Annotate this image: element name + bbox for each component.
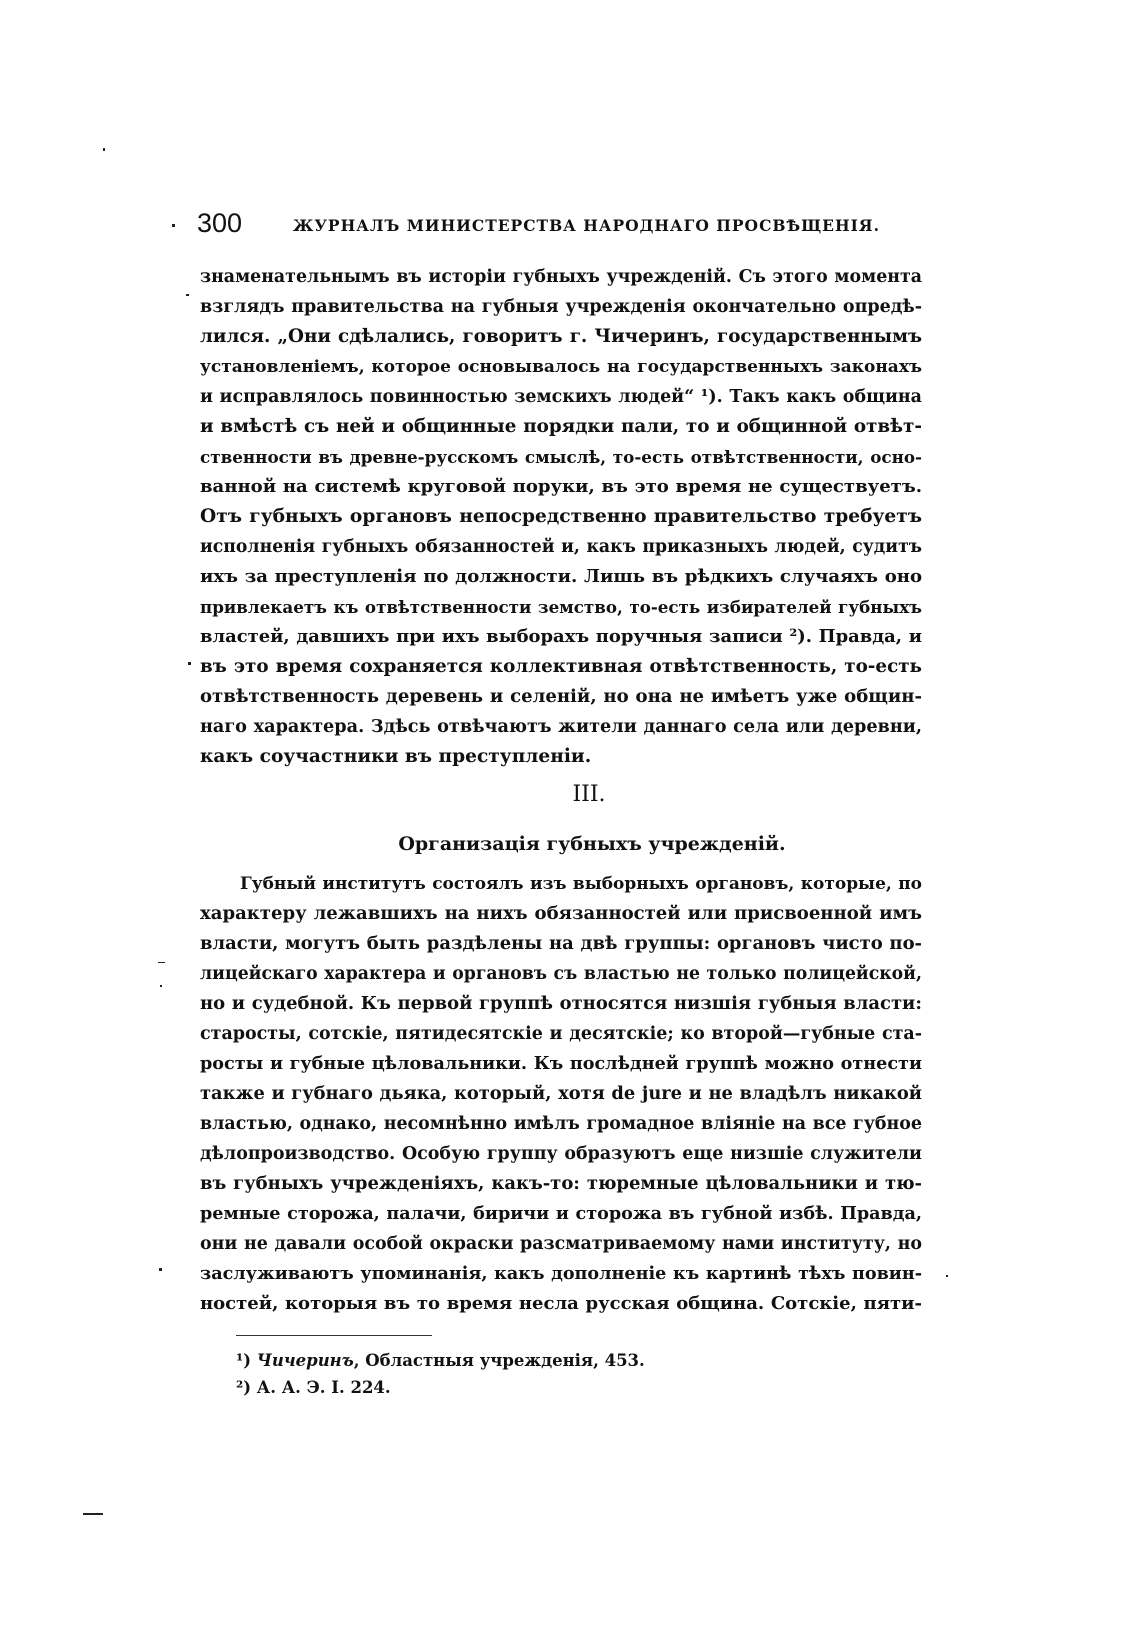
text-line: въ это время сохраняется коллективная отвѣтственность, то-есть <box>200 656 922 677</box>
text-line: какъ соучастники въ преступленіи. <box>200 746 592 767</box>
text-line: лицейскаго характера и органовъ съ властью не только полицейской, <box>200 964 922 984</box>
text-line: ственности въ древне-русскомъ смыслѣ, то-есть отвѣтственности, осно- <box>200 447 922 467</box>
text-line: старосты, сотскіе, пятидесятскіе и десятскіе; ко второй—губные ста- <box>200 1024 922 1044</box>
text-line: ностей, которыя въ то время несла русская община. Сотскіе, пяти- <box>200 1293 922 1314</box>
text-line: исполненія губныхъ обязанностей и, какъ приказныхъ людей, судитъ <box>200 537 922 557</box>
footnote-text: А. А. Э. I. 224. <box>256 1378 391 1397</box>
text-line: они не давали особой окраски разсматриваемому нами институту, но <box>200 1234 922 1254</box>
paragraph-continued <box>200 262 922 772</box>
scan-speck <box>188 662 191 665</box>
footnotes <box>236 1347 736 1401</box>
text-line: взглядъ правительства на губныя учрежденія окончательно опредѣ- <box>200 297 922 317</box>
text-line: установленіемъ, которое основывалось на государственныхъ законахъ <box>200 357 922 377</box>
text-line: также и губнаго дьяка, который, хотя de jure и не владѣлъ никакой <box>200 1083 922 1104</box>
scan-speck <box>103 148 105 151</box>
text-line: и вмѣстѣ съ ней и общинные порядки пали, то и общинной отвѣт- <box>200 416 922 437</box>
text-line: властью, однако, несомнѣнно имѣлъ громадное вліяніе на все губное <box>200 1114 922 1134</box>
scan-speck <box>83 1513 103 1515</box>
running-title: ЖУРНАЛЪ МИНИСТЕРСТВА НАРОДНАГО ПРОСВѢЩЕНІЯ. <box>293 216 880 235</box>
scan-speck <box>946 1275 948 1277</box>
text-line: въ губныхъ учрежденіяхъ, какъ-то: тюремные цѣловальники и тю- <box>200 1173 922 1194</box>
footnote-divider <box>236 1335 432 1336</box>
section-number: III. <box>572 782 606 807</box>
text-line: росты и губные цѣловальники. Къ послѣдней группѣ можно отнести <box>200 1053 922 1074</box>
text-line: привлекаетъ къ отвѣтственности земство, то-есть избирателей губныхъ <box>200 597 922 617</box>
text-line: Губный институтъ состоялъ изъ выборныхъ органовъ, которые, по <box>240 874 922 894</box>
text-line: заслуживаютъ упоминанія, какъ дополненіе къ картинѣ тѣхъ повин- <box>200 1263 922 1284</box>
text-line: власти, могутъ быть раздѣлены на двѣ группы: органовъ чисто по- <box>200 933 922 954</box>
scan-speck <box>172 224 175 227</box>
section-title: Организація губныхъ учрежденій. <box>398 833 786 855</box>
text-line: дѣлопроизводство. Особую группу образуютъ еще низшіе служители <box>200 1144 922 1164</box>
text-line: наго характера. Здѣсь отвѣчаютъ жители даннаго села или деревни, <box>200 716 922 737</box>
text-line: характеру лежавшихъ на нихъ обязанностей или присвоенной имъ <box>200 903 922 924</box>
page-header <box>197 208 880 242</box>
footnote-mark: ¹) <box>236 1351 252 1370</box>
text-line: отвѣтственность деревень и селеній, но она не имѣетъ уже общин- <box>200 686 922 707</box>
text-line: ихъ за преступленія по должности. Лишь въ рѣдкихъ случаяхъ оно <box>200 566 922 587</box>
page-number: 300 <box>197 208 243 238</box>
footnote-mark: ²) <box>236 1378 252 1397</box>
text-line: Отъ губныхъ органовъ непосредственно правительство требуетъ <box>200 506 922 527</box>
text-line: лился. „Они сдѣлались, говоритъ г. Чичеринъ, государственнымъ <box>200 326 922 347</box>
text-line: ванной на системѣ круговой поруки, въ это время не существуетъ. <box>200 476 922 497</box>
scan-speck <box>159 1268 162 1271</box>
text-line: и исправлялось повинностью земскихъ людей“ ¹). Такъ какъ община <box>200 387 922 407</box>
footnote-text: , Областныя учрежденія, 453. <box>353 1351 645 1370</box>
text-line: знаменательнымъ въ исторіи губныхъ учрежденій. Съ этого момента <box>200 267 922 287</box>
text-line: но и судебной. Къ первой группѣ относятся низшія губныя власти: <box>200 993 922 1014</box>
footnote <box>236 1347 736 1374</box>
text-line: ремные сторожа, палачи, биричи и сторожа въ губной избѣ. Правда, <box>200 1203 922 1224</box>
paragraph-main <box>200 869 922 1319</box>
scan-speck <box>158 962 165 963</box>
text-line: властей, давшихъ при ихъ выборахъ поручныя записи ²). Правда, и <box>200 626 922 647</box>
scan-speck <box>186 294 189 296</box>
scan-speck <box>160 985 162 987</box>
footnote-author: Чичеринъ <box>256 1351 354 1370</box>
footnote <box>236 1374 736 1401</box>
